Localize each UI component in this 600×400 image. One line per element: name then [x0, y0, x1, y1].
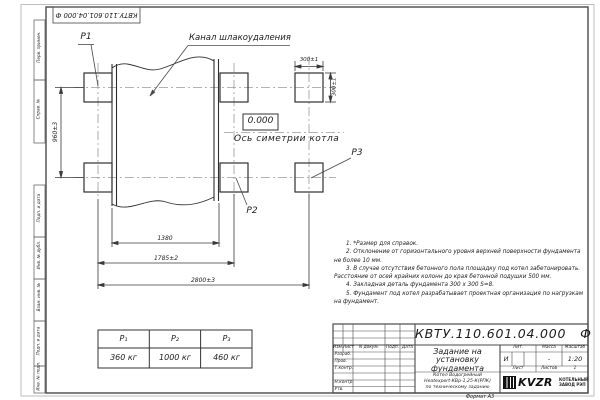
tb-sheet-label: Лист [512, 366, 524, 371]
company-name-line-2: ЗАВОД РЭП [559, 382, 586, 388]
notes-block [334, 240, 586, 306]
kvzr-logo-text: KVZR [518, 375, 553, 389]
note-item: 3. В случае отсутствия бетонного пола площадку под котел забетонировать. Расстояние от осей крайних колонн до края бетонной подушки 500 мм. [334, 265, 581, 281]
dim-300-width: 300±1 [299, 57, 319, 63]
tb-sheets-label: Листов [540, 366, 558, 371]
tb-subtitle-line-2: Heatexpert-КВр-1,25-К(РПК) [424, 378, 491, 384]
load-label-p3: Р3 [351, 148, 363, 158]
tb-col-list: Лист [343, 345, 354, 351]
format-label: Формат А3 [465, 393, 495, 400]
tb-scale-label: Масштаб [564, 345, 586, 351]
tb-title-line-3: фундамента [431, 363, 484, 373]
tb-lit-value: И [503, 354, 509, 363]
load-table-header-p3: Р₃ [222, 334, 231, 343]
note-item: 4. Закладная деталь фундамента 300 х 300 S=8. [346, 282, 495, 289]
load-label-p2: Р2 [246, 206, 258, 216]
tb-row-utv: Утв. [334, 386, 344, 392]
slag-channel [112, 57, 219, 207]
dim-1380: 1380 [157, 234, 173, 242]
title-block-doc-number [415, 326, 592, 341]
tb-col-izm: Изм. [333, 345, 344, 351]
tb-lit-label: Лит. [513, 345, 523, 351]
note-item: 2. Отклонение от горизонтального уровня верхней поверхности фундамента не более 10 мм. [334, 249, 581, 264]
tb-sheets-value: 1 [573, 366, 577, 371]
note-item: 1. *Размер для справок. [346, 241, 419, 247]
tb-row-razrab: Разраб. [334, 352, 352, 358]
tb-subtitle-line-1: Котел Водогрейный [433, 372, 482, 378]
company-name-line-1: КОТЕЛЬНЫЙ [559, 377, 589, 382]
note-item: 5. Фундамент под котел разрабатывает проектная организация по нагрузкам на фундамент. [334, 290, 584, 305]
load-table-header-p1: Р₁ [119, 334, 128, 343]
tb-col-ndokum: N докум. [359, 345, 379, 351]
margin-label-perv-primen: Перв. примен. [35, 31, 41, 63]
tb-mass-label: Масса [542, 345, 556, 351]
load-table-value-p3: 460 кг [213, 353, 240, 362]
dim-1785: 1785±2 [153, 254, 179, 262]
dim-960: 960±3 [52, 121, 59, 142]
tb-subtitle-line-3: по техническому заданию [425, 384, 490, 390]
tb-col-podp: Подп. [385, 345, 399, 351]
dim-2800: 2800±3 [190, 276, 216, 284]
dim-300-height: 300±1 [331, 77, 338, 97]
centerlines [74, 56, 344, 199]
doc-suffix: Ф [580, 326, 592, 341]
load-table-value-p2: 1000 кг [159, 353, 191, 362]
kvzr-logo-mark-icon [503, 376, 516, 389]
stamp-doc-number: КВТУ.110.601.04.000 Ф [55, 11, 138, 19]
load-table-header-p2: Р₂ [170, 334, 180, 343]
company-logo [503, 374, 558, 390]
tb-row-tkontr: Т.контр. [334, 366, 354, 372]
tb-mass-value: - [547, 354, 551, 363]
axis-of-symmetry-label: Ось симетрии котла [234, 134, 340, 144]
margin-label-podp-data-1: Подп. и дата [35, 193, 41, 223]
tb-row-prov: Пров. [334, 359, 347, 365]
load-label-p1: Р1 [80, 32, 92, 42]
margin-label-sprav-no: Справ. № [35, 98, 41, 119]
margin-label-inv-podl: Инв. № подл. [35, 361, 41, 391]
margin-label-vzam-inv: Взам. инв. № [35, 282, 41, 312]
dimension-lines [52, 61, 336, 289]
tb-scale-value: 1:20 [567, 354, 583, 363]
load-table-value-p1: 360 кг [110, 353, 137, 362]
company-name [559, 377, 589, 387]
tb-col-data: Дата [401, 345, 414, 351]
tb-title-line-1: Задание на [433, 346, 482, 356]
margin-label-podp-data-2: Подп. и дата [35, 326, 41, 355]
margin-label-inv-dubl: Инв. № дубл. [35, 240, 41, 270]
channel-label: Канал шлакоудаления [189, 33, 291, 43]
tb-row-nkontr: Н.контр. [334, 380, 354, 385]
tb-title-line-2: установку [435, 355, 480, 364]
level-mark: 0.000 [247, 116, 274, 126]
doc-number: КВТУ.110.601.04.000 [415, 326, 567, 341]
